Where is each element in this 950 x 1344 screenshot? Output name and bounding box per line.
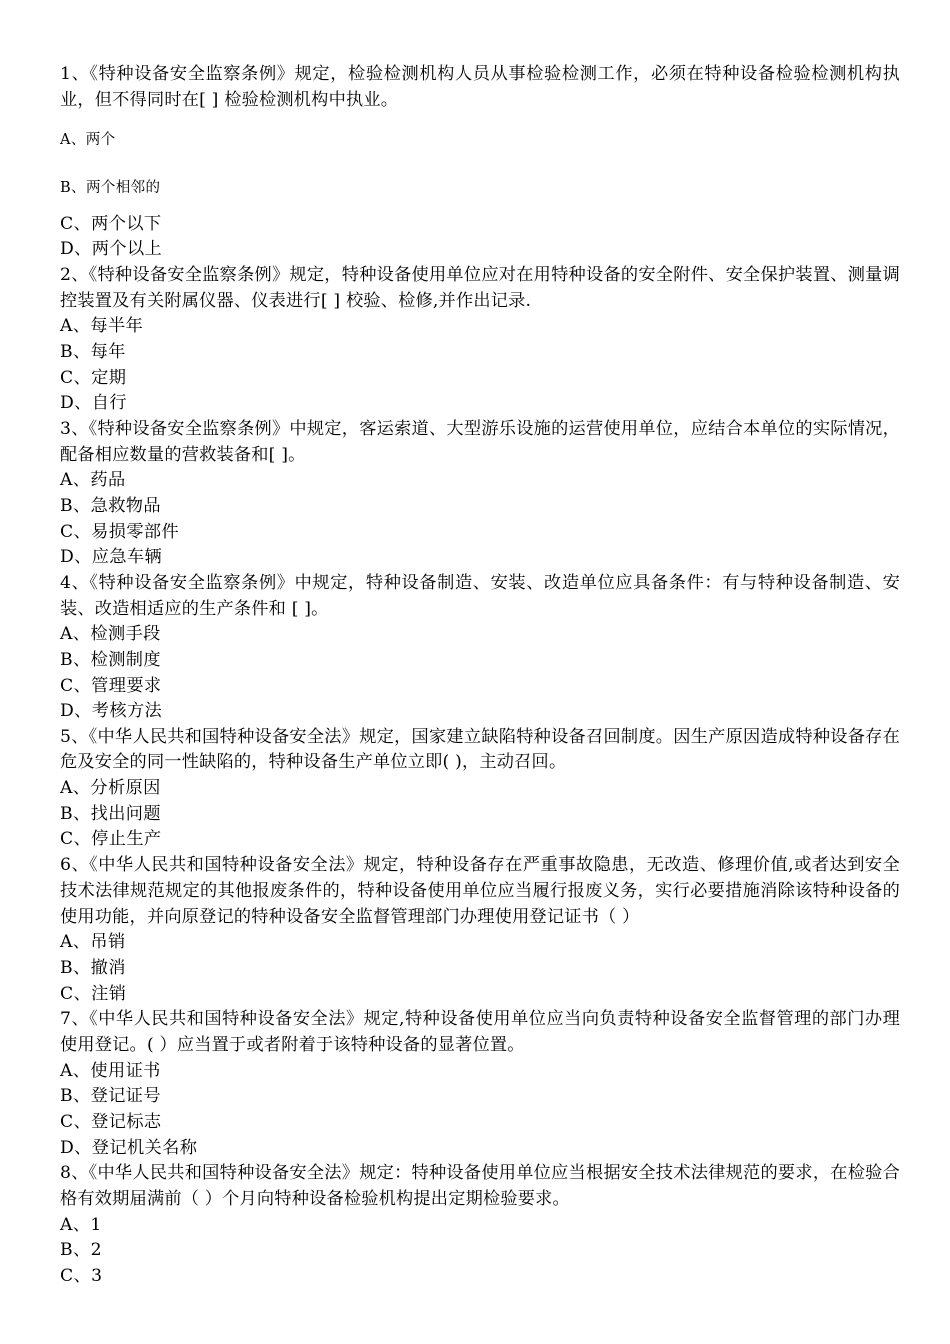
q4-option-d: D、考核方法 [60,701,163,722]
q4-option-c: C、管理要求 [60,675,162,696]
q5-option-a: A、分析原因 [60,778,161,799]
q2-option-a: A、每半年 [60,316,144,337]
q5-option-c: C、停止生产 [60,829,162,850]
question-6: 6、《中华人民共和国特种设备安全法》规定，特种设备存在严重事故隐患，无改造、修理价值,或者达到安全技术法律规范规定的其他报废条件的，特种设备使用单位应当履行报废义务，实行必要措施消除该特种设备的使用功能，并向原登记的特种设备安全监督管理部门办理使用登记证书（ ） [60,855,900,927]
exam-document [60,62,900,1290]
q1-option-a: A、两个 [60,131,116,148]
q6-option-c: C、注销 [60,983,127,1004]
q7-option-c: C、登记标志 [60,1112,162,1133]
q3-option-d: D、应急车辆 [60,547,163,568]
question-4: 4、《特种设备安全监察条例》中规定，特种设备制造、安装、改造单位应具备条件：有与特种设备制造、安装、改造相适应的生产条件和 [ ]。 [60,572,900,619]
q2-option-d: D、自行 [60,393,127,414]
question-1: 1、《特种设备安全监察条例》规定，检验检测机构人员从事检验检测工作，必须在特种设备检验检测机构执业，但不得同时在[ ] 检验检测机构中执业。 [60,64,900,110]
q1-option-b: B、两个相邻的 [60,179,161,196]
q4-option-a: A、检测手段 [60,624,161,645]
q2-option-c: C、定期 [60,367,127,388]
q8-option-b: B、2 [60,1240,102,1261]
q7-option-d: D、登记机关名称 [60,1137,198,1158]
question-7: 7、《中华人民共和国特种设备安全法》规定,特种设备使用单位应当向负责特种设备安全监督管理的部门办理使用登记。( ）应当置于或者附着于该特种设备的显著位置。 [60,1009,900,1056]
question-8: 8、《中华人民共和国特种设备安全法》规定：特种设备使用单位应当根据安全技术法律规范的要求，在检验合格有效期届满前（ ）个月向特种设备检验机构提出定期检验要求。 [60,1163,900,1209]
q3-option-b: B、急救物品 [60,495,161,516]
q7-option-b: B、登记证号 [60,1086,161,1107]
q6-option-a: A、吊销 [60,932,126,953]
q6-option-b: B、撤消 [60,958,126,979]
q7-option-a: A、使用证书 [60,1060,161,1081]
q3-option-c: C、易损零部件 [60,521,180,542]
question-3: 3、《特种设备安全监察条例》中规定，客运索道、大型游乐设施的运营使用单位，应结合本单位的实际情况，配备相应数量的营救装备和[ ]。 [60,418,900,465]
q4-option-b: B、检测制度 [60,649,161,670]
q5-option-b: B、找出问题 [60,803,161,824]
q8-option-a: A、1 [60,1214,102,1235]
q8-option-c: C、3 [60,1265,103,1286]
question-2: 2、《特种设备安全监察条例》规定，特种设备使用单位应对在用特种设备的安全附件、安全保护装置、测量调控装置及有关附属仪器、仪表进行[ ] 校验、检修,并作出记录. [60,264,900,311]
question-5: 5、《中华人民共和国特种设备安全法》规定，国家建立缺陷特种设备召回制度。因生产原因造成特种设备存在危及安全的同一性缺陷的，特种设备生产单位立即( )，主动召回。 [60,726,900,773]
q1-option-d: D、两个以上 [60,239,163,260]
q2-option-b: B、每年 [60,341,126,362]
q1-option-c: C、两个以下 [60,213,162,234]
q3-option-a: A、药品 [60,470,126,491]
